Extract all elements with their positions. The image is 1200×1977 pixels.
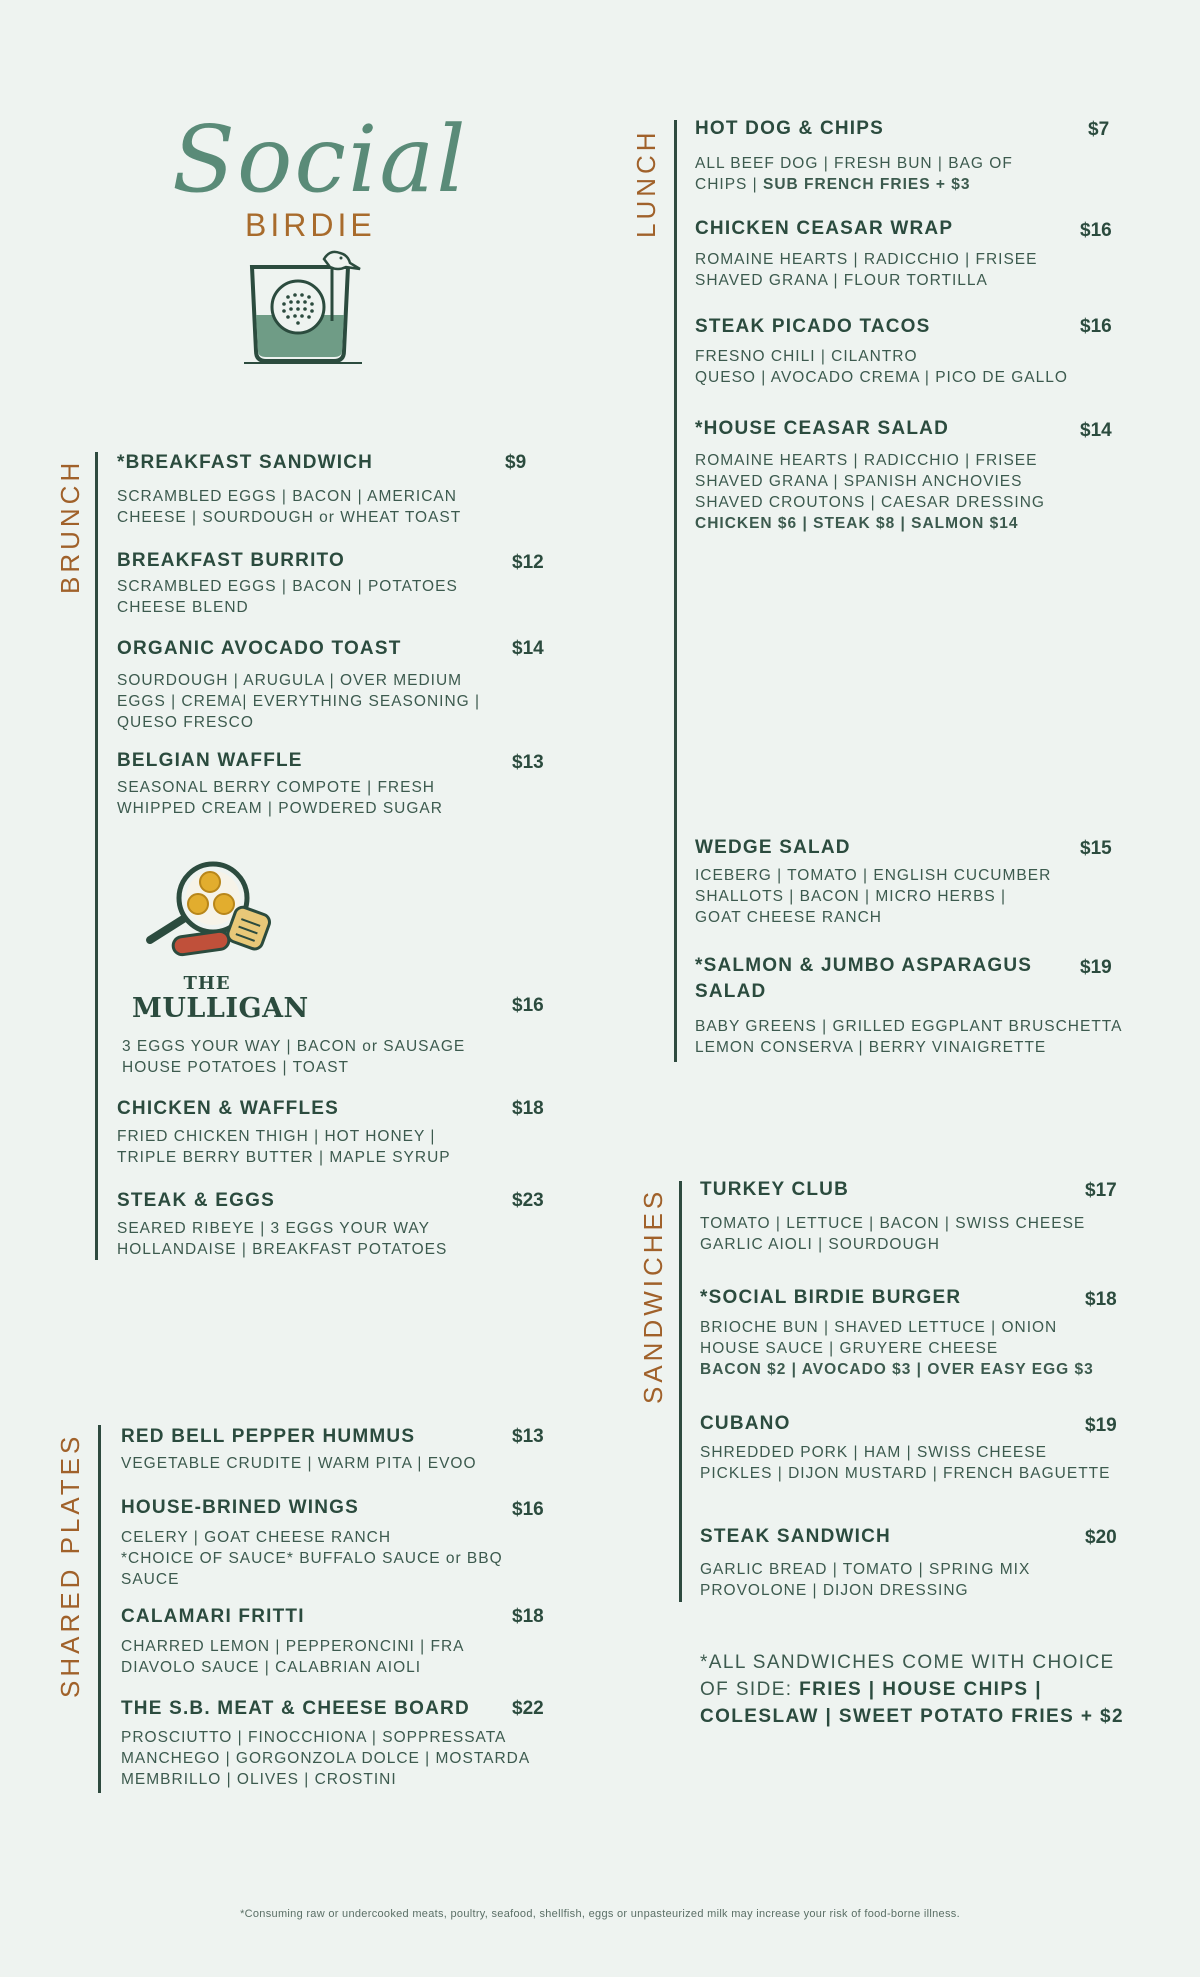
item-description: CELERY | GOAT CHEESE RANCH *CHOICE OF SAUCE* BUFFALO SAUCE or BBQ SAUCE — [121, 1529, 503, 1588]
item-description: SCRAMBLED EGGS | BACON | AMERICAN CHEESE | SOURDOUGH or WHEAT TOAST — [117, 488, 462, 526]
item-price: $17 — [1085, 1180, 1117, 1201]
item-price: $12 — [512, 552, 544, 573]
item-description: 3 EGGS YOUR WAY | BACON or SAUSAGE HOUSE POTATOES | TOAST — [122, 1038, 466, 1076]
item-name: BREAKFAST BURRITO — [117, 550, 345, 571]
item-price: $7 — [1088, 119, 1110, 140]
item-price: $9 — [505, 452, 527, 473]
section-label-sandwiches: SANDWICHES — [638, 1187, 668, 1404]
shared-plates-divider — [98, 1425, 101, 1793]
item-price: $14 — [1080, 420, 1112, 441]
item-name: CUBANO — [700, 1413, 791, 1434]
lunch-divider — [674, 120, 677, 1062]
item-description: TOMATO | LETTUCE | BACON | SWISS CHEESE GARLIC AIOLI | SOURDOUGH — [700, 1215, 1086, 1253]
item-description: BRIOCHE BUN | SHAVED LETTUCE | ONION HOUSE SAUCE | GRUYERE CHEESE BACON $2 | AVOCADO $3 | OVER EASY EGG $3 — [700, 1319, 1094, 1378]
brand-script: Social — [172, 106, 468, 213]
item-name: CHICKEN & WAFFLES — [117, 1098, 340, 1119]
item-name: HOUSE-BRINED WINGS — [121, 1497, 359, 1518]
item-price: $16 — [512, 995, 544, 1016]
item-price: $18 — [512, 1606, 544, 1627]
sandwiches-divider — [679, 1181, 682, 1602]
item-name: *SALMON & JUMBO ASPARAGUS SALAD — [695, 955, 1033, 1002]
item-name: CALAMARI FRITTI — [121, 1606, 305, 1627]
item-name: *BREAKFAST SANDWICH — [117, 452, 374, 473]
section-label-lunch: LUNCH — [631, 128, 661, 238]
item-description: SEARED RIBEYE | 3 EGGS YOUR WAY HOLLANDAISE | BREAKFAST POTATOES — [117, 1220, 448, 1258]
item-description: BABY GREENS | GRILLED EGGPLANT BRUSCHETTA LEMON CONSERVA | BERRY VINAIGRETTE — [695, 1018, 1123, 1056]
item-price: $19 — [1080, 957, 1112, 978]
item-description: PROSCIUTTO | FINOCCHIONA | SOPPRESSATA MANCHEGO | GORGONZOLA DOLCE | MOSTARDA MEMBRILLO | OLIVES | CROSTINI — [121, 1729, 531, 1788]
item-name: WEDGE SALAD — [695, 837, 851, 858]
item-description: VEGETABLE CRUDITE | WARM PITA | EVOO — [121, 1455, 477, 1472]
item-description: ROMAINE HEARTS | RADICCHIO | FRISEE SHAVED GRANA | SPANISH ANCHOVIES SHAVED CROUTONS | CAESAR DRESSING CHICKEN $6 | STEAK $8 | SALMON $14 — [695, 452, 1045, 532]
item-name: THE S.B. MEAT & CHEESE BOARD — [121, 1698, 470, 1719]
item-price: $16 — [1080, 316, 1112, 337]
item-name: TURKEY CLUB — [700, 1179, 850, 1200]
item-description: CHARRED LEMON | PEPPERONCINI | FRA DIAVOLO SAUCE | CALABRIAN AIOLI — [121, 1638, 465, 1676]
section-label-shared-plates: SHARED PLATES — [55, 1432, 85, 1698]
item-name: STEAK PICADO TACOS — [695, 316, 931, 337]
item-name: HOT DOG & CHIPS — [695, 118, 885, 139]
food-safety-disclaimer: *Consuming raw or undercooked meats, poultry, seafood, shellfish, eggs or unpasteurized milk may increase your risk of food-borne illness. — [240, 1908, 960, 1920]
sandwiches-side-note: *ALL SANDWICHES COME WITH CHOICE OF SIDE: FRIES | HOUSE CHIPS | COLESLAW | SWEET POTATO FRIES + $2 — [700, 1652, 1124, 1727]
brand-name: BIRDIE — [245, 207, 376, 243]
item-description: SEASONAL BERRY COMPOTE | FRESH WHIPPED CREAM | POWDERED SUGAR — [117, 779, 443, 817]
item-name: STEAK SANDWICH — [700, 1526, 891, 1547]
item-description: SCRAMBLED EGGS | BACON | POTATOES CHEESE BLEND — [117, 578, 458, 616]
item-name: STEAK & EGGS — [117, 1190, 275, 1211]
section-label-brunch: BRUNCH — [55, 458, 85, 594]
item-name: RED BELL PEPPER HUMMUS — [121, 1426, 416, 1447]
brunch-divider — [95, 452, 98, 1260]
item-price: $13 — [512, 1426, 544, 1447]
item-price: $20 — [1085, 1527, 1117, 1548]
item-price: $23 — [512, 1190, 544, 1211]
item-description: SOURDOUGH | ARUGULA | OVER MEDIUM EGGS | CREMA| EVERYTHING SEASONING | QUESO FRESCO — [117, 672, 481, 731]
cocktail-glass-icon — [238, 245, 368, 365]
item-price: $14 — [512, 638, 544, 659]
item-name: *HOUSE CEASAR SALAD — [695, 418, 949, 439]
item-description: ALL BEEF DOG | FRESH BUN | BAG OF CHIPS | SUB FRENCH FRIES + $3 — [695, 155, 1013, 193]
item-name: *SOCIAL BIRDIE BURGER — [700, 1287, 962, 1308]
item-description: SHREDDED PORK | HAM | SWISS CHEESE PICKLES | DIJON MUSTARD | FRENCH BAGUETTE — [700, 1444, 1111, 1482]
item-name: THE MULLIGAN — [132, 973, 309, 1024]
item-price: $22 — [512, 1698, 544, 1719]
item-price: $13 — [512, 752, 544, 773]
item-description: FRESNO CHILI | CILANTRO QUESO | AVOCADO CREMA | PICO DE GALLO — [695, 348, 1068, 386]
item-description: ROMAINE HEARTS | RADICCHIO | FRISEE SHAVED GRANA | FLOUR TORTILLA — [695, 251, 1038, 289]
item-price: $16 — [1080, 220, 1112, 241]
item-price: $18 — [512, 1098, 544, 1119]
item-name: BELGIAN WAFFLE — [117, 750, 303, 771]
item-name: CHICKEN CEASAR WRAP — [695, 218, 954, 239]
item-price: $19 — [1085, 1415, 1117, 1436]
item-description: GARLIC BREAD | TOMATO | SPRING MIX PROVOLONE | DIJON DRESSING — [700, 1561, 1031, 1599]
item-name: ORGANIC AVOCADO TOAST — [117, 638, 402, 659]
item-price: $18 — [1085, 1289, 1117, 1310]
skillet-eggs-sausage-toast-icon — [140, 858, 280, 978]
item-price: $15 — [1080, 838, 1112, 859]
item-description: ICEBERG | TOMATO | ENGLISH CUCUMBER SHALLOTS | BACON | MICRO HERBS | GOAT CHEESE RANCH — [695, 867, 1052, 926]
item-description: FRIED CHICKEN THIGH | HOT HONEY | TRIPLE BERRY BUTTER | MAPLE SYRUP — [117, 1128, 451, 1166]
item-price: $16 — [512, 1499, 544, 1520]
